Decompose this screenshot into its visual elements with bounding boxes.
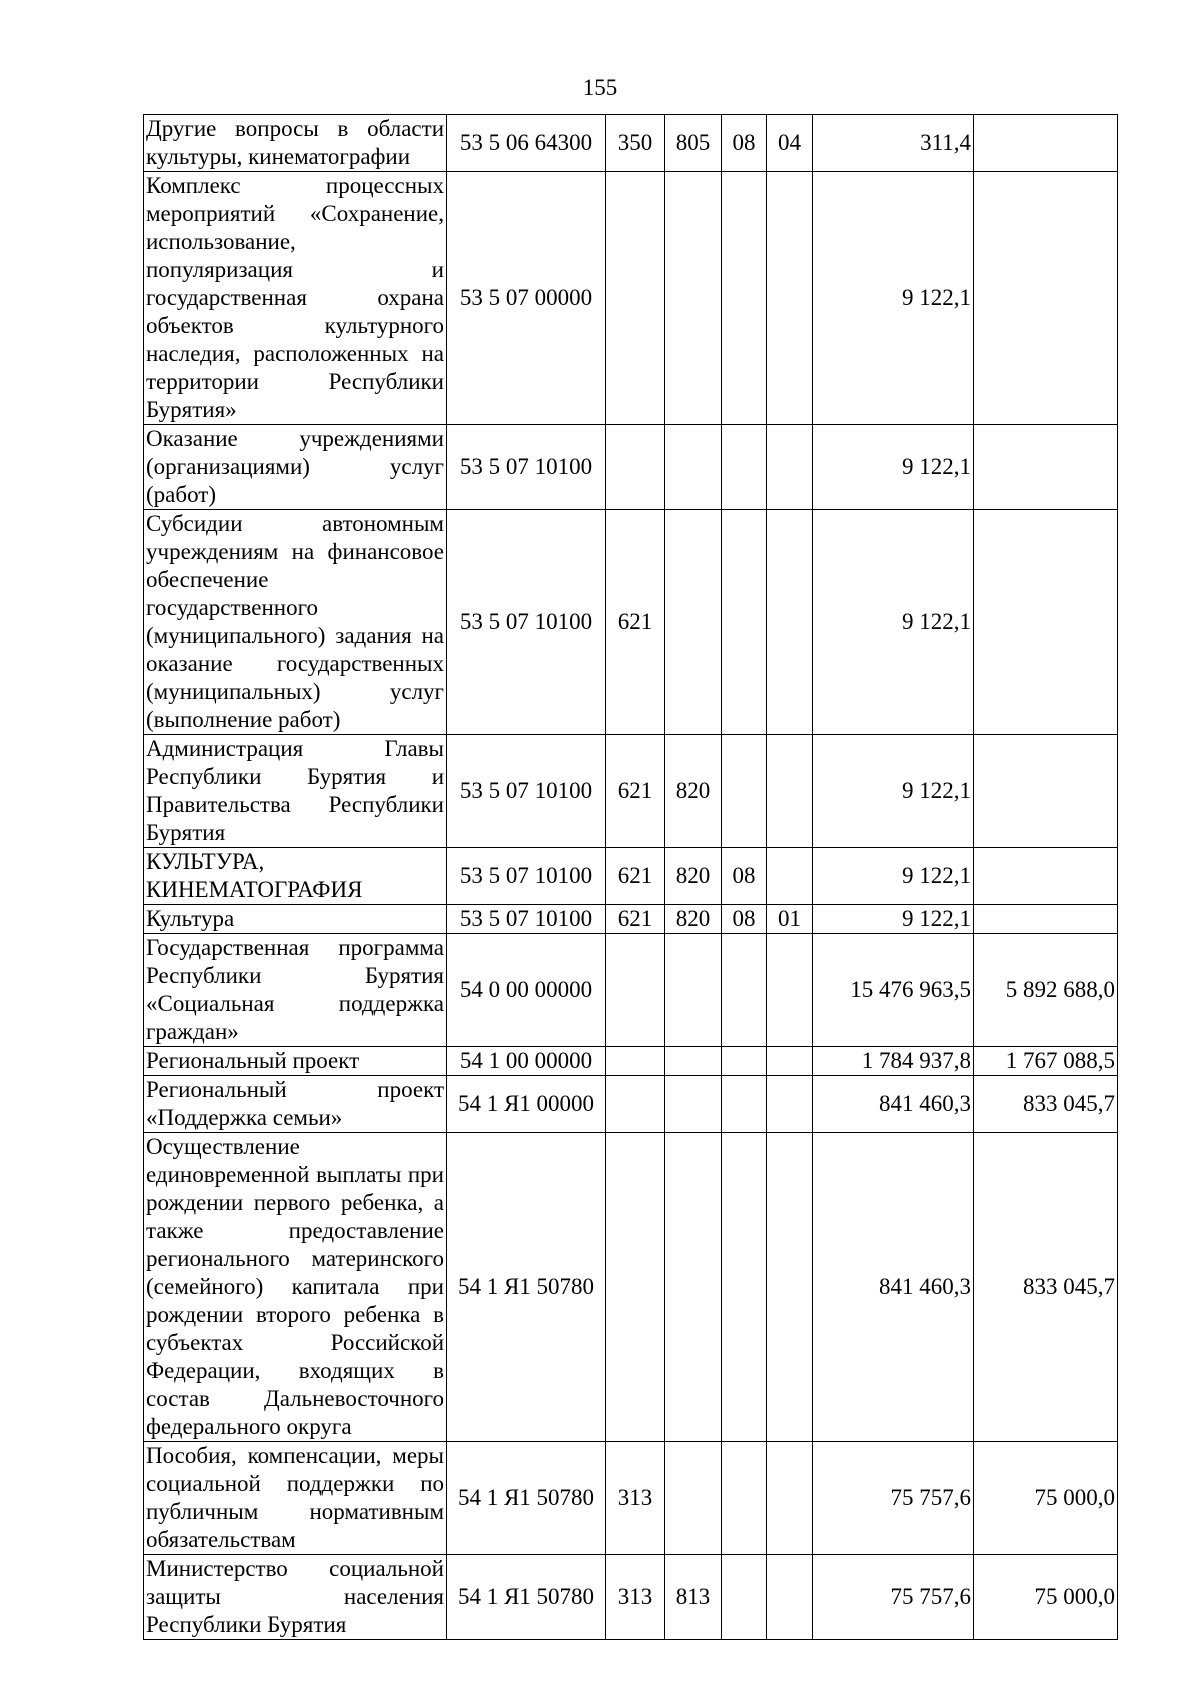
row-name: Субсидии автономным учреждениям на финансовое обеспечение государственного (муниципального) задания на оказание государственных (муниципальных) услуг (выполнение работ) (144, 510, 447, 735)
section (722, 510, 767, 735)
amount-2 (974, 848, 1118, 905)
target-code: 54 1 Я1 50780 (447, 1442, 606, 1555)
subsection (767, 1555, 813, 1640)
row-name: Региональный проект (144, 1047, 447, 1076)
ministry-code (665, 1133, 722, 1442)
subsection: 04 (767, 115, 813, 172)
row-name: Министерство социальной защиты населения Республики Бурятия (144, 1555, 447, 1640)
subsection (767, 735, 813, 848)
row-name: Государственная программа Республики Бурятия «Социальная поддержка граждан» (144, 934, 447, 1047)
expense-type (606, 934, 665, 1047)
table-row (144, 1555, 1118, 1640)
section (722, 1133, 767, 1442)
expense-type: 621 (606, 848, 665, 905)
target-code: 54 1 Я1 50780 (447, 1555, 606, 1640)
subsection (767, 1076, 813, 1133)
expense-type (606, 1076, 665, 1133)
expense-type (606, 1133, 665, 1442)
row-name: Культура (144, 905, 447, 934)
row-name: Комплекс процессных мероприятий «Сохранение, использование, популяризация и государственная охрана объектов культурного наследия, расположенных на территории Республики Бурятия» (144, 172, 447, 425)
ministry-code (665, 1076, 722, 1133)
target-code: 53 5 07 00000 (447, 172, 606, 425)
ministry-code: 820 (665, 848, 722, 905)
table-row (144, 1076, 1118, 1133)
table-row (144, 1133, 1118, 1442)
amount-2 (974, 425, 1118, 510)
amount-2: 1 767 088,5 (974, 1047, 1118, 1076)
amount-1: 75 757,6 (813, 1442, 974, 1555)
ministry-code: 805 (665, 115, 722, 172)
table-row (144, 934, 1118, 1047)
table-row (144, 172, 1118, 425)
section (722, 934, 767, 1047)
subsection (767, 848, 813, 905)
ministry-code (665, 425, 722, 510)
amount-1: 841 460,3 (813, 1076, 974, 1133)
row-name: Осуществление единовременной выплаты при рождении первого ребенка, а также предоставление регионального материнского (семейного) капитала при рождении второго ребенка в субъектах Российской Федерации, входящих в состав Дальневосточного федерального округа (144, 1133, 447, 1442)
subsection (767, 425, 813, 510)
amount-2: 833 045,7 (974, 1076, 1118, 1133)
amount-2: 833 045,7 (974, 1133, 1118, 1442)
expense-type (606, 425, 665, 510)
row-name: Другие вопросы в области культуры, кинематографии (144, 115, 447, 172)
target-code: 54 1 Я1 00000 (447, 1076, 606, 1133)
ministry-code (665, 1047, 722, 1076)
ministry-code (665, 510, 722, 735)
expense-type (606, 172, 665, 425)
row-name: Оказание учреждениями (организациями) услуг (работ) (144, 425, 447, 510)
table-row (144, 510, 1118, 735)
subsection: 01 (767, 905, 813, 934)
section (722, 425, 767, 510)
expense-type: 313 (606, 1555, 665, 1640)
section: 08 (722, 115, 767, 172)
amount-1: 15 476 963,5 (813, 934, 974, 1047)
ministry-code (665, 172, 722, 425)
expense-type: 313 (606, 1442, 665, 1555)
target-code: 54 0 00 00000 (447, 934, 606, 1047)
expense-type (606, 1047, 665, 1076)
amount-1: 9 122,1 (813, 172, 974, 425)
table-row (144, 115, 1118, 172)
ministry-code (665, 1442, 722, 1555)
amount-1: 9 122,1 (813, 905, 974, 934)
subsection (767, 934, 813, 1047)
table-row (144, 1442, 1118, 1555)
amount-1: 75 757,6 (813, 1555, 974, 1640)
amount-2 (974, 172, 1118, 425)
row-name: Пособия, компенсации, меры социальной поддержки по публичным нормативным обязательствам (144, 1442, 447, 1555)
expense-type: 621 (606, 735, 665, 848)
subsection (767, 172, 813, 425)
expense-type: 350 (606, 115, 665, 172)
table-row (144, 848, 1118, 905)
amount-1: 9 122,1 (813, 425, 974, 510)
section (722, 1047, 767, 1076)
table-row (144, 905, 1118, 934)
section: 08 (722, 905, 767, 934)
target-code: 53 5 07 10100 (447, 905, 606, 934)
amount-1: 311,4 (813, 115, 974, 172)
section (722, 172, 767, 425)
row-name: Администрация Главы Республики Бурятия и Правительства Республики Бурятия (144, 735, 447, 848)
subsection (767, 1442, 813, 1555)
expense-type: 621 (606, 905, 665, 934)
amount-2: 5 892 688,0 (974, 934, 1118, 1047)
target-code: 54 1 Я1 50780 (447, 1133, 606, 1442)
ministry-code: 820 (665, 905, 722, 934)
section (722, 1555, 767, 1640)
amount-2 (974, 735, 1118, 848)
subsection (767, 1133, 813, 1442)
row-name: КУЛЬТУРА, КИНЕМАТОГРАФИЯ (144, 848, 447, 905)
amount-2: 75 000,0 (974, 1555, 1118, 1640)
amount-1: 9 122,1 (813, 848, 974, 905)
page-number: 155 (582, 75, 618, 100)
table-body (144, 115, 1118, 1640)
expense-type: 621 (606, 510, 665, 735)
table-row (144, 425, 1118, 510)
section (722, 1442, 767, 1555)
amount-1: 9 122,1 (813, 735, 974, 848)
ministry-code (665, 934, 722, 1047)
ministry-code: 820 (665, 735, 722, 848)
table-row (144, 1047, 1118, 1076)
ministry-code: 813 (665, 1555, 722, 1640)
amount-1: 9 122,1 (813, 510, 974, 735)
section (722, 1076, 767, 1133)
row-name: Региональный проект «Поддержка семьи» (144, 1076, 447, 1133)
amount-2 (974, 115, 1118, 172)
amount-2: 75 000,0 (974, 1442, 1118, 1555)
section: 08 (722, 848, 767, 905)
target-code: 53 5 06 64300 (447, 115, 606, 172)
target-code: 53 5 07 10100 (447, 735, 606, 848)
subsection (767, 510, 813, 735)
budget-table (143, 114, 1118, 1640)
target-code: 53 5 07 10100 (447, 848, 606, 905)
amount-2 (974, 905, 1118, 934)
target-code: 53 5 07 10100 (447, 425, 606, 510)
amount-1: 841 460,3 (813, 1133, 974, 1442)
target-code: 53 5 07 10100 (447, 510, 606, 735)
amount-2 (974, 510, 1118, 735)
subsection (767, 1047, 813, 1076)
amount-1: 1 784 937,8 (813, 1047, 974, 1076)
table-row (144, 735, 1118, 848)
section (722, 735, 767, 848)
target-code: 54 1 00 00000 (447, 1047, 606, 1076)
